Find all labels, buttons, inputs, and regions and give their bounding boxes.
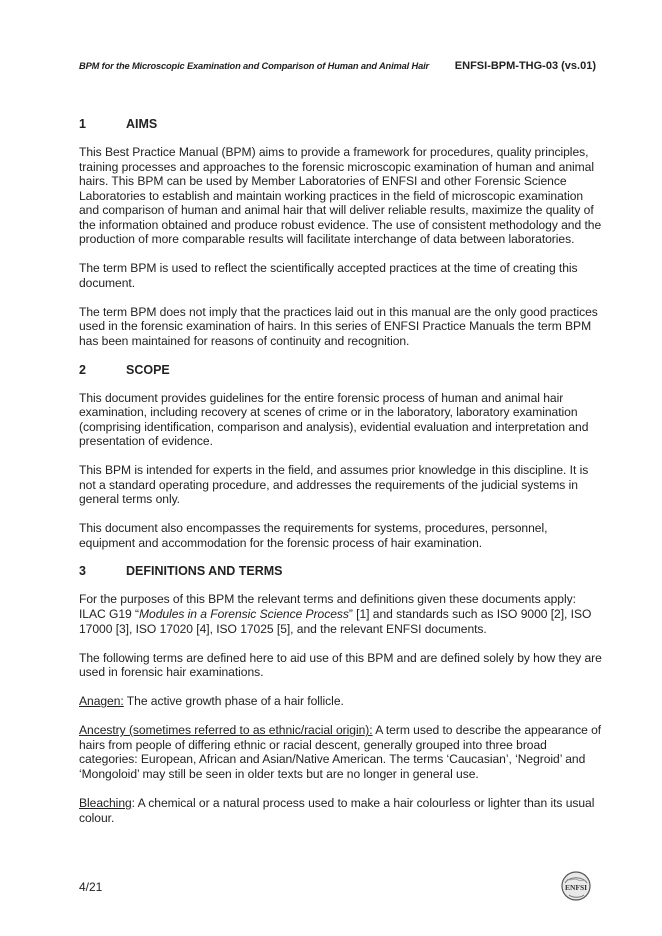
term-text: The active growth phase of a hair follicle. (123, 694, 344, 709)
section-heading-definitions (79, 564, 603, 578)
paragraph: This document provides guidelines for the entire forensic process of human and animal hair examination, including recovery at scenes of crime or in the laboratory, laboratory examination (comprising identification, comparison and analysis), evidential evaluation and interpretation and presentation of evidence. (79, 390, 589, 449)
term-definition (79, 796, 603, 825)
definitions-intro: For the purposes of this BPM the relevant terms and definitions given these documents apply: ILAC G19 “Modules in a Forensic Science Process” [1] and standards such as ISO 9000 [2], ISO 17000 [3], ISO 17020 [4], ISO 17025 [5], and the relevant ENFSI documents. (79, 592, 592, 636)
paragraph: The term BPM does not imply that the practices laid out in this manual are the only good practices used in the forensic examination of hairs. In this series of ENFSI Practice Manuals the term BPM has been maintained for reasons of continuity and recognition. (79, 304, 598, 349)
logo-text: ENFSI (564, 883, 588, 892)
italic-reference: Modules in a Forensic Science Process (139, 607, 349, 622)
term-text: : A chemical or a natural process used to make a hair colourless or lighter than its usual colour. (79, 795, 595, 825)
enfsi-logo (560, 870, 592, 902)
paragraph: This document also encompasses the requirements for systems, procedures, personnel, equipment and accommodation for the forensic process of hair examination. (79, 521, 548, 550)
section-title: AIMS (126, 117, 158, 131)
section-heading-aims (79, 117, 603, 131)
page-number: 4/21 (79, 880, 103, 894)
paragraph: This BPM is intended for experts in the field, and assumes prior knowledge in this discipline. It is not a standard operating procedure, and addresses the requirements of the judicial systems in general terms only. (79, 463, 589, 507)
term-definition (79, 694, 603, 709)
term-definition (79, 723, 603, 781)
header-document-id: ENFSI-BPM-THG-03 (vs.01) (454, 60, 596, 72)
term-name: Bleaching (79, 795, 132, 810)
paragraph: The term BPM is used to reflect the scientifically accepted practices at the time of creating this document. (79, 261, 578, 290)
paragraph: The following terms are defined here to aid use of this BPM and are defined solely by how they are used in forensic hair examinations. (79, 650, 602, 680)
term-text: A term used to describe the appearance of hairs from people of differing ethnic or racial descent, generally grouped into three broad categories: European, African and Asian/Native American. The terms ‘Caucasian’, ‘Negroid’ and ‘Mongoloid’ may still be seen in older texts but are no longer in general use. (79, 723, 602, 781)
header-title: BPM for the Microscopic Examination and Comparison of Human and Animal Hair (79, 61, 429, 71)
section-number: 1 (79, 117, 86, 131)
section-title: DEFINITIONS AND TERMS (126, 564, 283, 579)
page-header (79, 61, 596, 75)
section-number: 3 (79, 564, 86, 579)
term-name: Anagen: (79, 694, 124, 709)
section-number: 2 (79, 362, 86, 377)
section-heading-scope (79, 363, 603, 377)
paragraph: This Best Practice Manual (BPM) aims to provide a framework for procedures, quality principles, training processes and approaches to the forensic microscopic examination of human and animal hairs. This BPM can be used by Member Laboratories of ENFSI and other Forensic Science Laboratories to establish and maintain working practices in the field of microscopic examination and comparison of human and animal hair that will deliver reliable results, maximize the quality of the information obtained and produce robust evidence. The use of consistent methodology and the production of more comparable results will facilitate interchange of data between laboratories. (79, 145, 602, 247)
section-title: SCOPE (126, 362, 170, 377)
document-body (79, 117, 603, 825)
term-name: Ancestry (sometimes referred to as ethnic/racial origin): (79, 723, 373, 738)
